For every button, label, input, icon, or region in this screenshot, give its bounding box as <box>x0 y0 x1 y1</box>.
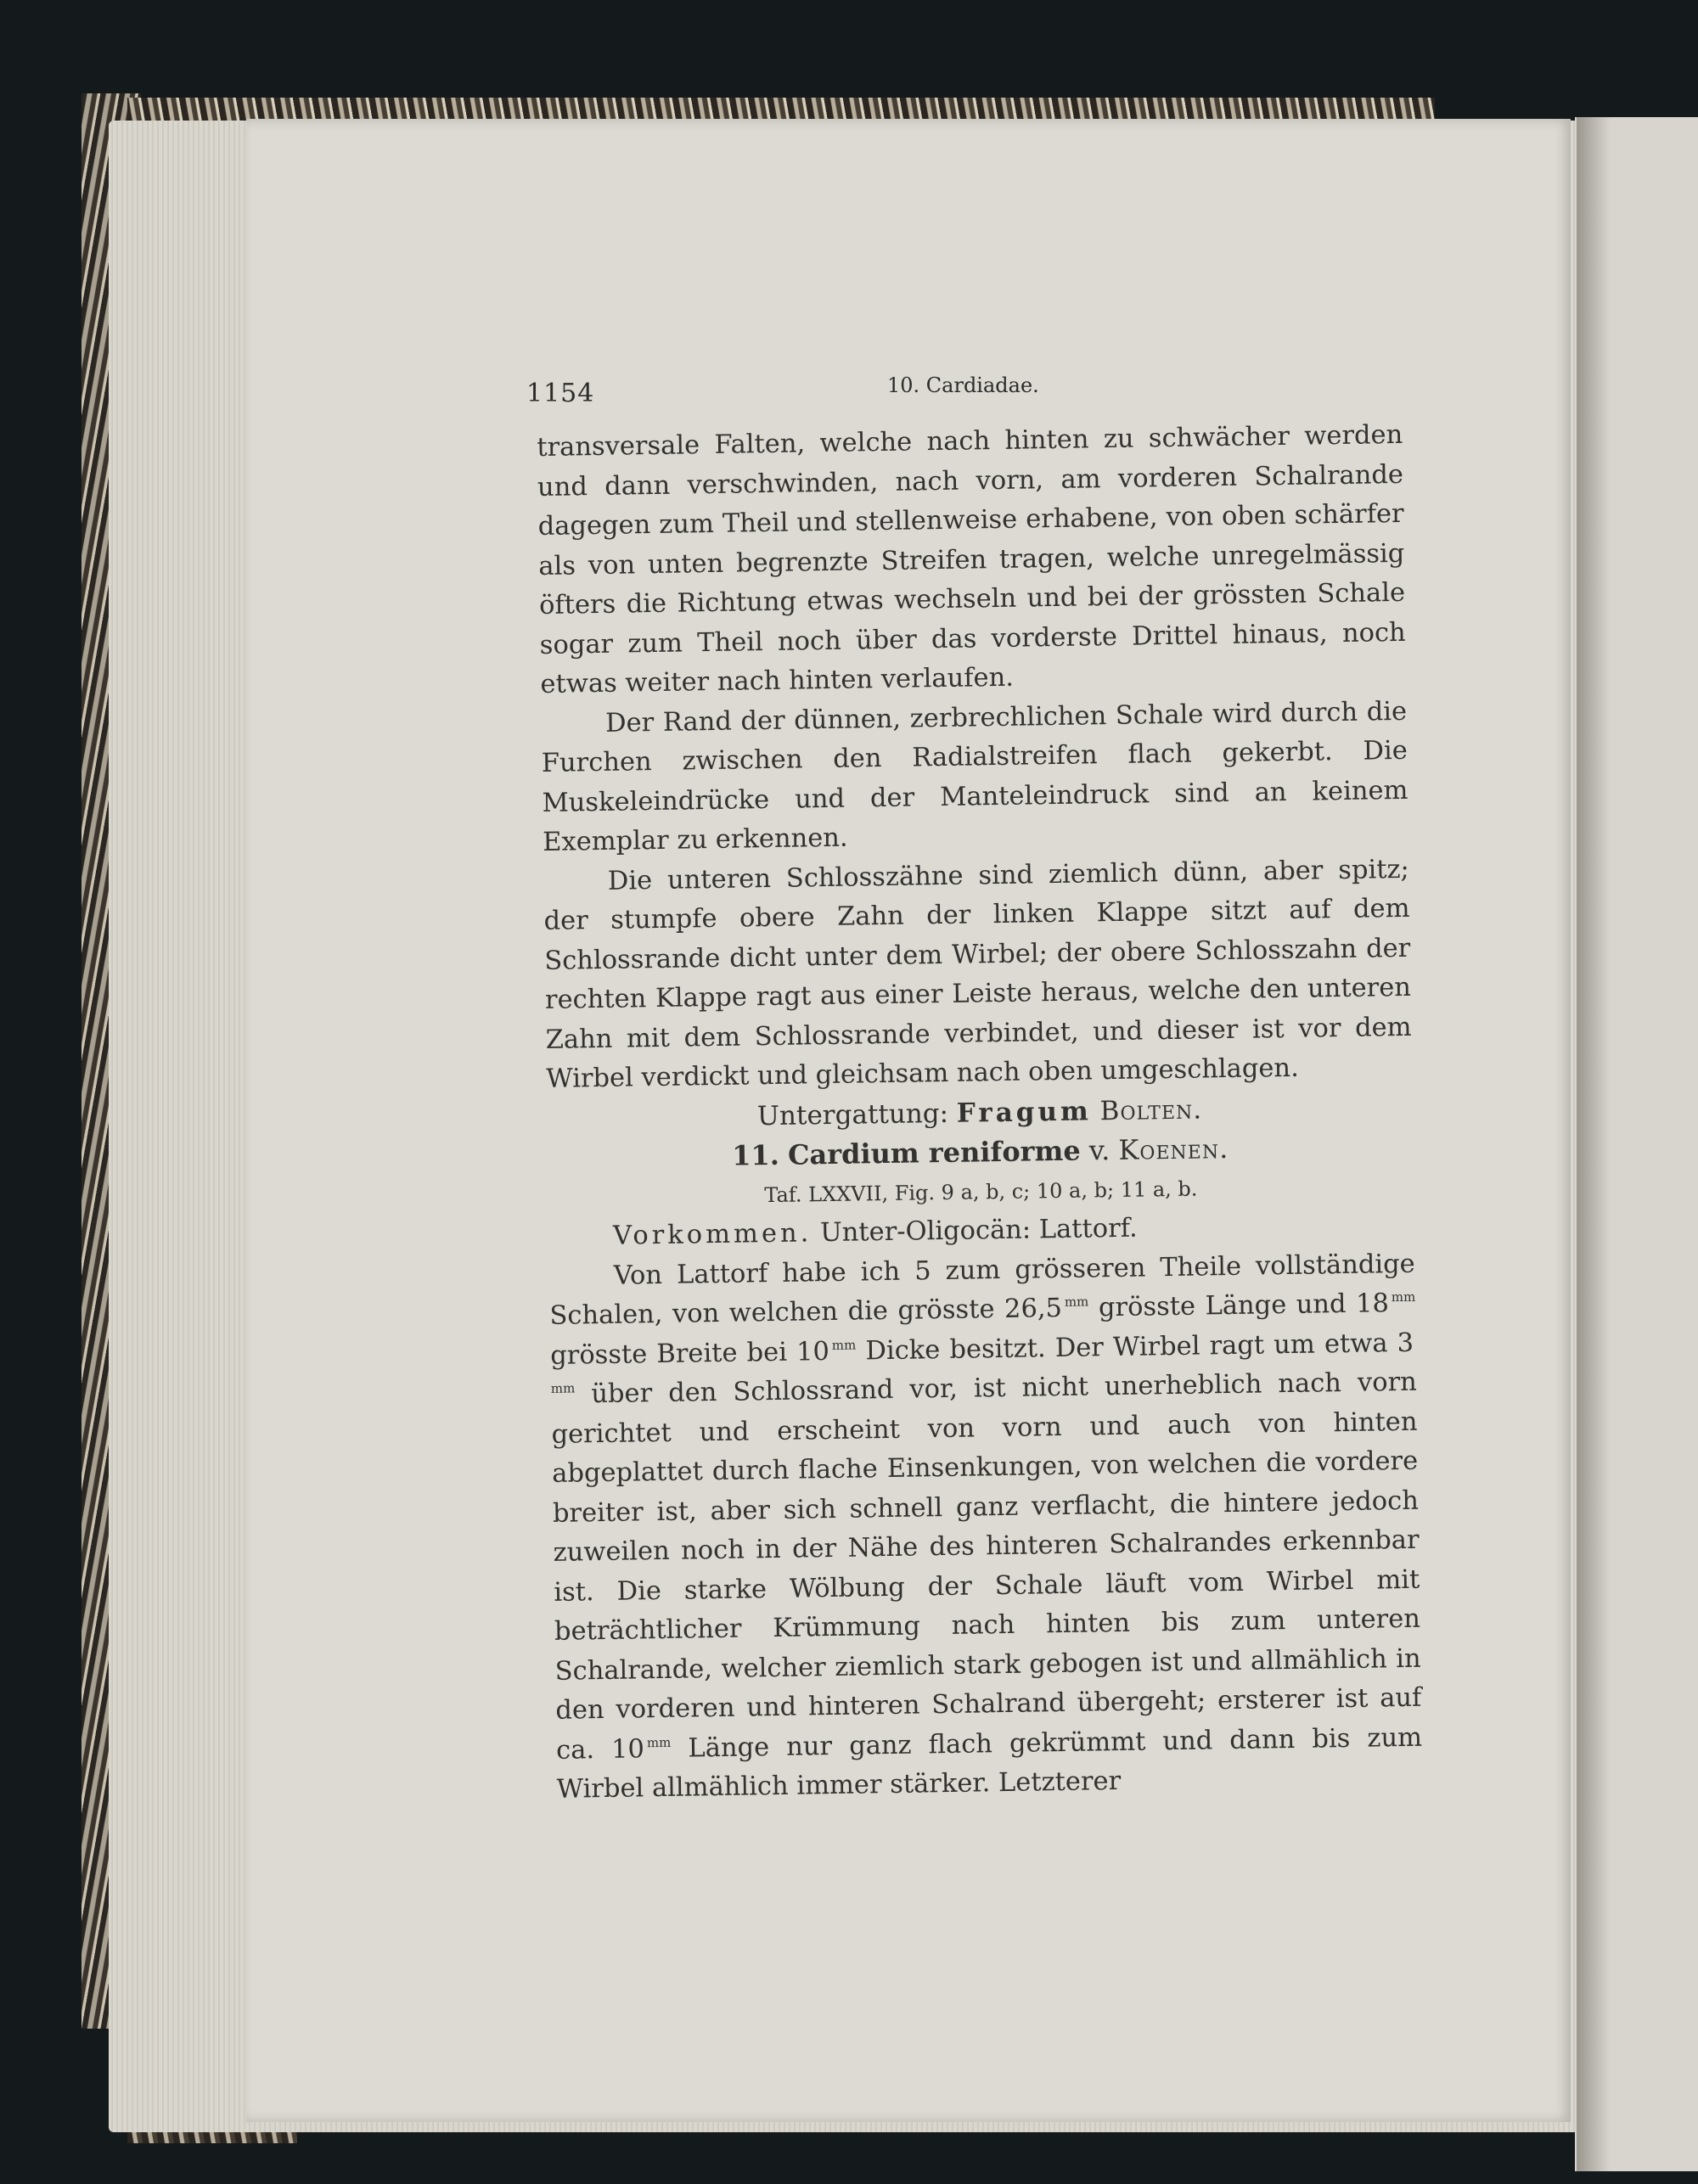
unit-superscript: mm <box>550 1380 576 1396</box>
occurrence-label: Vorkommen. <box>612 1218 812 1251</box>
species-name: Cardium reniforme <box>787 1134 1081 1171</box>
subgenus-author: Bolten. <box>1099 1093 1203 1126</box>
unit-superscript: mm <box>1064 1294 1089 1310</box>
description-text-1: Von Lattorf habe ich 5 zum grösseren Theile vollständige Schalen, von welchen die grösste 26,5 <box>549 1249 1415 1331</box>
occurrence-value: Unter-Oligocän: Lattorf. <box>819 1213 1138 1249</box>
description-text-3: grösste Breite bei 10 <box>549 1336 830 1371</box>
paragraph-3: Die unteren Schlosszähne sind ziemlich dünn, aber spitz; der stumpfe obere Zahn der linken Klappe sitzt auf dem Schlossrande dicht unter dem Wirbel; der obere Schlosszahn der rechten Klappe ragt aus einer Leiste heraus, welche den unteren Zahn mit dem Schlossrande verbindet, und dieser ist vor dem Wirbel verdickt und gleichsam nach oben umgeschlagen. <box>543 854 1412 1094</box>
unit-superscript: mm <box>1391 1289 1416 1305</box>
paragraph-1: transversale Falten, welche nach hinten zu schwächer werden und dann verschwinden, nach vorn, am vorderen Schalrande dagegen zum Theil und stellenweise erhabene, von oben schärfer als von unten begrenzte Streifen tragen, welche unregelmässig öfters die Richtung etwas wechseln und bei der grössten Schale sogar zum Theil noch über das vorderste Drittel hinaus, noch etwas weiter nach hinten verlaufen. <box>537 419 1406 699</box>
species-author-prefix: v. <box>1088 1134 1110 1167</box>
section-title: 10. Cardiadae. <box>887 373 1039 397</box>
description-text-5: über den Schlossrand vor, ist nicht unerheblich nach vorn gerichtet und erscheint von vorn und auch von hinten abgeplattet durch flache Einsenkungen, von welchen die vordere breiter ist, aber sich schnell ganz verflacht, die hintere jedoch zuweilen noch in der Nähe des hinteren Schalrandes erkennbar ist. Die starke Wölbung der Schale läuft vom Wirbel mit beträchtlicher Krümmung nach hinten bis zum unteren Schalrande, welcher ziemlich stark gebogen ist und allmählich in den vorderen und hinteren Schalrand übergeht; ersterer ist auf ca. 10 <box>551 1367 1422 1766</box>
description-text-6: Länge nur ganz flach gekrümmt und dann bis zum Wirbel allmählich immer stärker. Letzterer <box>556 1722 1423 1805</box>
plate-reference: Taf. LXXVII, Fig. 9 a, b, c; 10 a, b; 11 a, b. <box>764 1176 1198 1207</box>
description-text-2: grösste Länge und 18 <box>1098 1289 1390 1323</box>
description-text-4: Dicke besitzt. Der Wirbel ragt um etwa 3 <box>865 1328 1414 1366</box>
subgenus-prefix: Untergattung: <box>756 1098 949 1131</box>
paragraph-2: Der Rand der dünnen, zerbrechlichen Schale wird durch die Furchen zwischen den Radialstreifen flach gekerbt. Die Muskeleindrücke und der Manteleindruck sind an keinem Exemplar zu erkennen. <box>541 696 1408 857</box>
running-head <box>526 373 1409 416</box>
page-number: 1154 <box>526 379 595 408</box>
species-author: Koenen. <box>1118 1132 1229 1166</box>
description-paragraph <box>548 1244 1423 1810</box>
facing-page-gutter <box>1577 117 1611 2171</box>
unit-superscript: mm <box>646 1734 672 1750</box>
unit-superscript: mm <box>831 1337 857 1353</box>
subgenus-name: Fragum <box>956 1095 1093 1129</box>
species-number: 11. <box>731 1138 780 1172</box>
page-body-text <box>537 416 1423 1810</box>
